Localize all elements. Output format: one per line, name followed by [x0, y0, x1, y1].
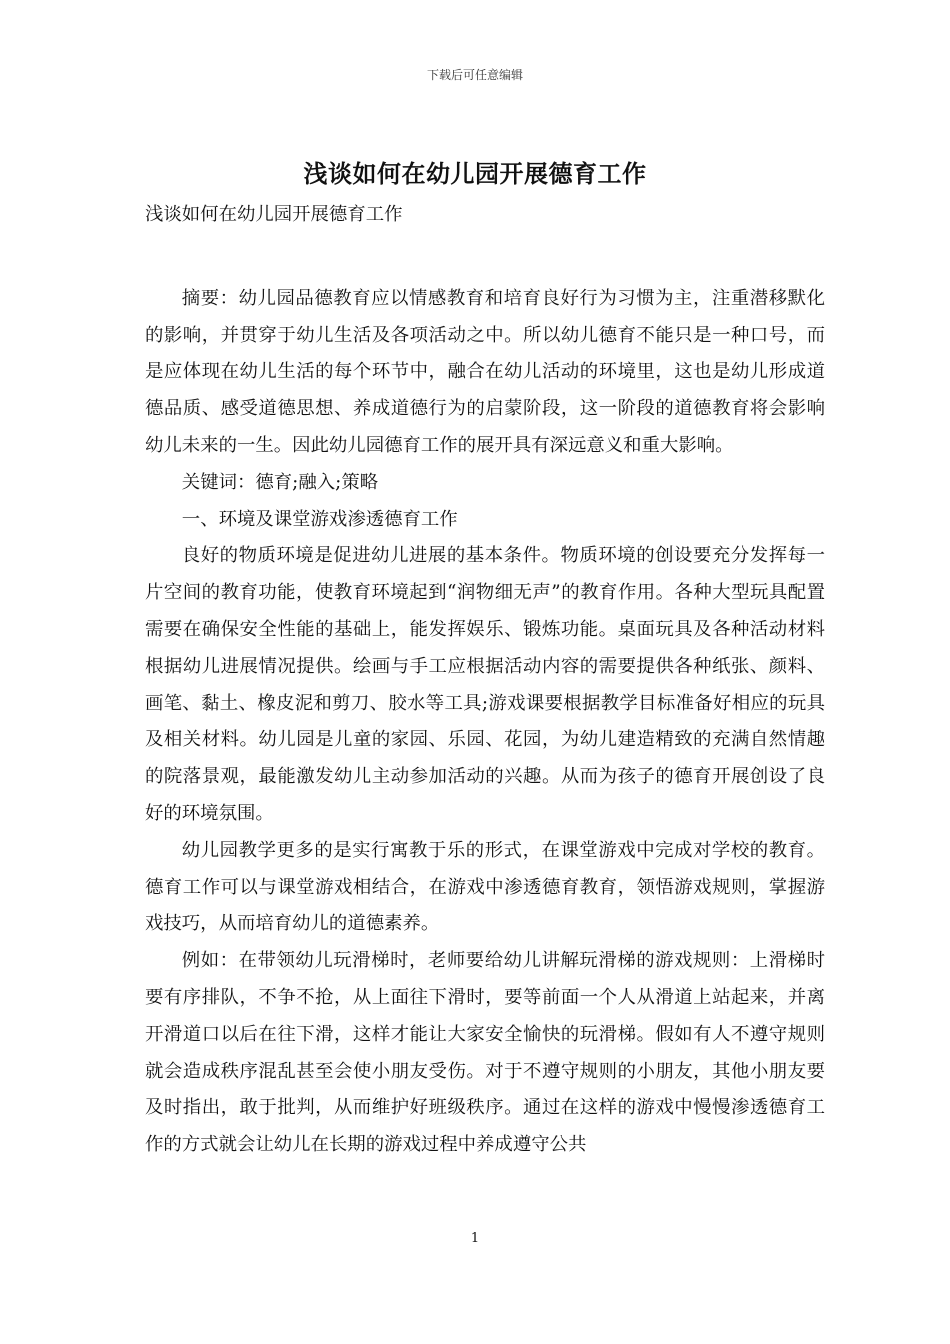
body-paragraph: 幼儿园教学更多的是实行寓教于乐的形式，在课堂游戏中完成对学校的教育。德育工作可以与课堂游戏相结合，在游戏中渗透德育教育，领悟游戏规则，掌握游戏技巧，从而培育幼儿的道德素养。	[145, 839, 825, 935]
section-heading: 一、环境及课堂游戏渗透德育工作	[181, 508, 458, 530]
page-number: 1	[470, 1231, 480, 1246]
document-subtitle: 浅谈如何在幼儿园开展德育工作	[145, 204, 403, 225]
body-paragraph: 例如：在带领幼儿玩滑梯时，老师要给幼儿讲解玩滑梯的游戏规则：上滑梯时要有序排队，不争不抢，从上面往下滑时，要等前面一个人从滑道上站起来，并离开滑道口以后在往下滑，这样才能让大家安全愉快的玩滑梯。假如有人不遵守规则就会造成秩序混乱甚至会使小朋友受伤。对于不遵守规则的小朋友，其他小朋友要及时指出，敢于批判，从而维护好班级秩序。通过在这样的游戏中慢慢渗透德育工作的方式就会让幼儿在长期的游戏过程中养成遵守公共	[145, 950, 825, 1156]
keywords-paragraph: 关键词：德育;融入;策略	[181, 471, 379, 493]
document-body	[145, 197, 825, 1164]
body-paragraph: 良好的物质环境是促进幼儿进展的基本条件。物质环境的创设要充分发挥每一片空间的教育功能，使教育环境起到“润物细无声”的教育作用。各种大型玩具配置需要在确保安全性能的基础上，能发挥娱乐、锻炼功能。桌面玩具及各种活动材料根据幼儿进展情况提供。绘画与手工应根据活动内容的需要提供各种纸张、颜料、画笔、黏土、橡皮泥和剪刀、胶水等工具;游戏课要根据教学目标准备好相应的玩具及相关材料。幼儿园是儿童的家园、乐园、花园，为幼儿建造精致的充满自然情趣的院落景观，最能激发幼儿主动参加活动的兴趣。从而为孩子的德育开展创设了良好的环境氛围。	[145, 545, 825, 824]
abstract-paragraph: 摘要：幼儿园品德教育应以情感教育和培育良好行为习惯为主，注重潜移默化的影响，并贯穿于幼儿生活及各项活动之中。所以幼儿德育不能只是一种口号，而是应体现在幼儿生活的每个环节中，融合在幼儿活动的环境里，这也是幼儿形成道德品质、感受道德思想、养成道德行为的启蒙阶段，这一阶段的道德教育将会影响幼儿未来的一生。因此幼儿园德育工作的展开具有深远意义和重大影响。	[145, 287, 825, 456]
document-title: 浅谈如何在幼儿园开展德育工作	[303, 159, 647, 188]
page-header-note: 下载后可任意编辑	[426, 68, 523, 82]
